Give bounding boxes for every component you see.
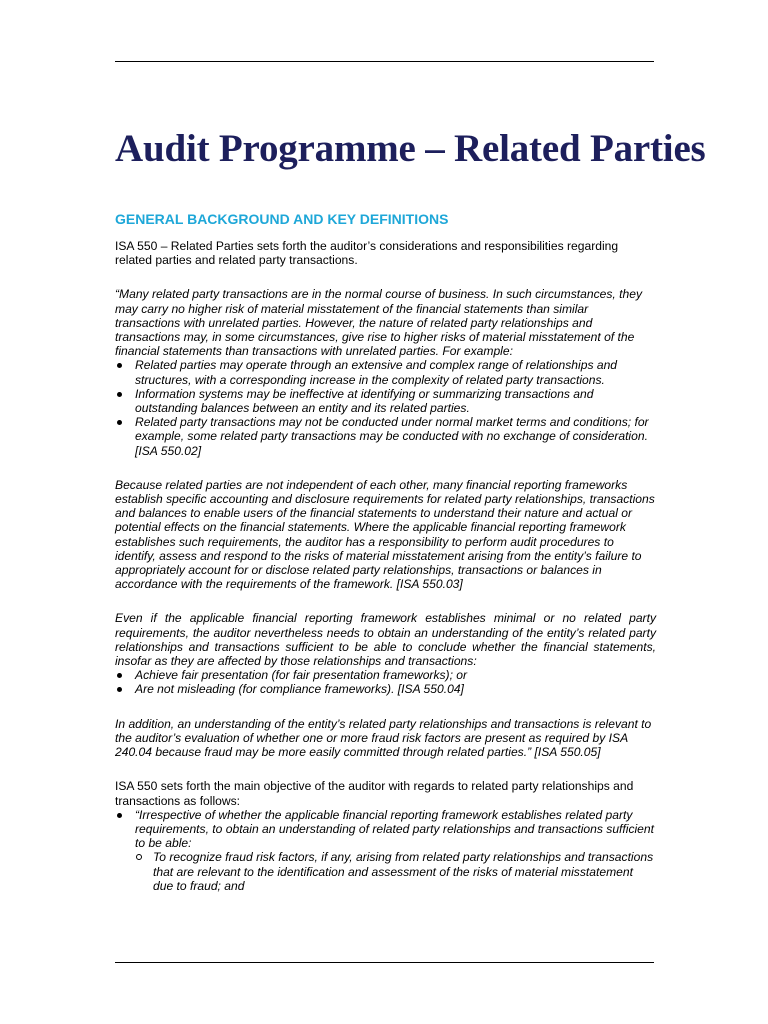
header-rule bbox=[115, 61, 654, 62]
document-body bbox=[115, 126, 706, 893]
bullet-icon bbox=[117, 392, 122, 397]
list-item-text: Related parties may operate through an extensive and complex range of relationships and structures, with a corresponding increase in the complexity of related party transactions. bbox=[135, 358, 618, 387]
quote-paragraph-1: “Many related party transactions are in the normal course of business. In such circumstances, they may carry no higher risk of material misstatement of the financial statements than similar transactions with unrelated parties. However, the nature of related party relationships and transactions may, in some circumstances, give rise to higher risks of material misstatement of the financial statements than transactions with unrelated parties. For example: bbox=[115, 287, 642, 359]
list-item bbox=[115, 387, 656, 415]
footer-rule bbox=[115, 962, 654, 963]
list-item bbox=[115, 682, 656, 696]
bullet-list-1 bbox=[115, 358, 656, 457]
list-item bbox=[115, 808, 656, 893]
bullet-list-3 bbox=[115, 808, 656, 893]
quote-paragraph-3: Even if the applicable financial reporting framework establishes minimal or no related party requirements, the auditor nevertheless needs to obtain an understanding of the entity’s related party relationships and transactions sufficient to be able to conclude whether the financial statements, insofar as they are affected by those relationships and transactions: bbox=[115, 611, 656, 669]
intro-paragraph: ISA 550 – Related Parties sets forth the auditor’s considerations and responsibilities regarding related parties and related party transactions. bbox=[115, 239, 619, 268]
sub-list-item-text: To recognize fraud risk factors, if any, arising from related party relationships and transactions that are relevant to the identification and assessment of the risks of material misstatement due to fraud; and bbox=[153, 850, 654, 893]
page-title: Audit Programme – Related Parties bbox=[115, 127, 706, 170]
section-heading: GENERAL BACKGROUND AND KEY DEFINITIONS bbox=[115, 211, 449, 227]
list-item bbox=[115, 668, 656, 682]
bullet-icon bbox=[117, 363, 122, 368]
bullet-icon bbox=[117, 420, 122, 425]
objective-paragraph: ISA 550 sets forth the main objective of the auditor with regards to related party relationships and transactions as follows: bbox=[115, 779, 634, 808]
quote-paragraph-4: In addition, an understanding of the entity’s related party relationships and transactions is relevant to the auditor’s evaluation of whether one or more fraud risk factors are present as required by ISA 240.04 because fraud may be more easily committed through related parties.” [ISA 550.05] bbox=[115, 716, 652, 760]
bullet-icon bbox=[117, 687, 122, 692]
quote-paragraph-2: Because related parties are not independent of each other, many financial reporting frameworks establish specific accounting and disclosure requirements for related party relationships, transactions and balances to enable users of the financial statements to understand their nature and actual or potential effects on the financial statements. Where the applicable financial reporting framework establishes such requirements, the auditor has a responsibility to perform audit procedures to identify, assess and respond to the risks of material misstatement arising from the entity’s failure to appropriately account for or disclose related party relationships, transactions or balances in accordance with the requirements of the framework. [ISA 550.03] bbox=[115, 477, 655, 592]
list-item-text: “Irrespective of whether the applicable financial reporting framework establishes related party requirements, to obtain an understanding of related party relationships and transactions sufficient to be able: bbox=[135, 807, 654, 851]
list-item-text: Are not misleading (for compliance frameworks). [ISA 550.04] bbox=[135, 682, 464, 697]
list-item bbox=[115, 358, 656, 386]
list-item-text: Related party transactions may not be conducted under normal market terms and conditions; for example, some related party transactions may be conducted with no exchange of consideration. [ISA 550.02] bbox=[135, 415, 649, 458]
bullet-icon bbox=[117, 813, 122, 818]
list-item-text: Information systems may be ineffective at identifying or summarizing transactions and outstanding balances between an entity and its related parties. bbox=[135, 386, 594, 416]
sub-list-item bbox=[135, 850, 656, 893]
list-item bbox=[115, 415, 656, 458]
bullet-list-2 bbox=[115, 668, 656, 696]
sub-bullet-list bbox=[135, 850, 656, 893]
hollow-bullet-icon bbox=[136, 854, 142, 860]
list-item-text: Achieve fair presentation (for fair presentation frameworks); or bbox=[135, 668, 468, 683]
bullet-icon bbox=[117, 673, 122, 678]
